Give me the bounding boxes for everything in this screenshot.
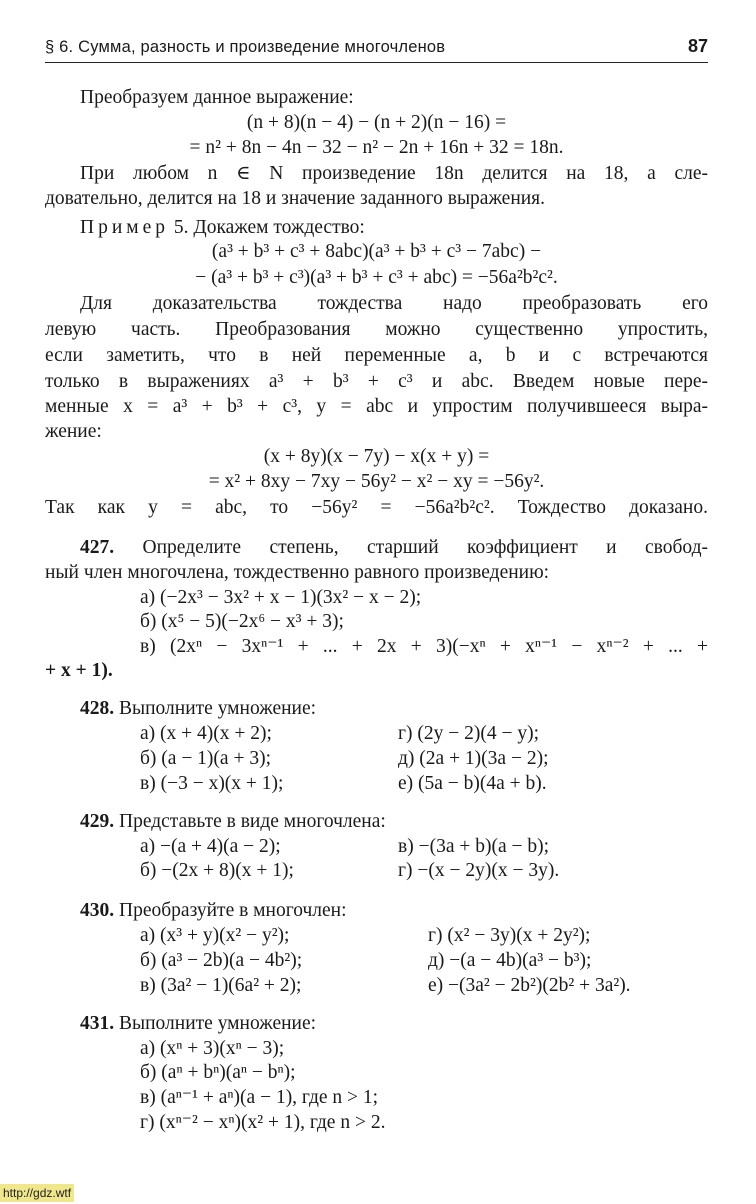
exercise-text: Выполните умножение: bbox=[114, 698, 317, 719]
exercise-429 bbox=[80, 810, 386, 834]
exercise-item: а) −(a + 4)(a − 2); bbox=[140, 836, 281, 857]
exercise-number: 430. bbox=[80, 900, 115, 921]
exercise-text: Представьте в виде многочлена: bbox=[114, 811, 386, 832]
text-line: При любом n ∈ N произведение 18n делится на 18, а сле- bbox=[80, 163, 708, 184]
text-line: менные x = a³ + b³ + c³, y = abc и упростим получившееся выра- bbox=[45, 396, 708, 417]
text-line: Для доказательства тождества надо преобразовать его bbox=[80, 293, 708, 314]
exercise-item-cont: + x + 1). bbox=[45, 660, 113, 681]
exercise-item: е) −(3a² − 2b²)(2b² + 3a²). bbox=[428, 975, 631, 996]
running-header bbox=[45, 36, 708, 63]
text-line: жение: bbox=[45, 421, 102, 442]
exercise-item: а) (x³ + y)(x² − y²); bbox=[140, 925, 290, 946]
exercise-number: 427. bbox=[80, 537, 115, 558]
exercise-item: б) (a³ − 2b)(a − 4b²); bbox=[140, 950, 303, 971]
exercise-item: б) −(2x + 8)(x + 1); bbox=[140, 860, 294, 881]
equation: = x² + 8xy − 7xy − 56y² − x² − xy = −56y². bbox=[208, 471, 545, 492]
text-line: Преобразуем данное выражение: bbox=[80, 87, 354, 108]
equation: (n + 8)(n − 4) − (n + 2)(n − 16) = bbox=[246, 112, 507, 133]
exercise-text: Выполните умножение: bbox=[114, 1013, 317, 1034]
example-label: Пример bbox=[80, 217, 170, 238]
example-heading bbox=[80, 216, 365, 240]
exercise-item: д) (2a + 1)(3a − 2); bbox=[398, 748, 549, 769]
exercise-item: б) (aⁿ + bⁿ)(aⁿ − bⁿ); bbox=[140, 1062, 296, 1083]
exercise-427 bbox=[80, 536, 708, 560]
exercise-text: Преобразуйте в многочлен: bbox=[114, 900, 347, 921]
text-line: Так как y = abc, то −56y² = −56a²b²c². Тождество доказано. bbox=[45, 497, 708, 518]
exercise-430 bbox=[80, 899, 347, 923]
text-line: если заметить, что в ней переменные a, b и c встречаются bbox=[45, 345, 708, 366]
page-number: 87 bbox=[687, 36, 708, 56]
exercise-number: 428. bbox=[80, 698, 115, 719]
equation: − (a³ + b³ + c³)(a³ + b³ + c³ + abc) = −56a²b²c². bbox=[195, 267, 558, 288]
exercise-number: 429. bbox=[80, 811, 115, 832]
exercise-item: г) (xⁿ⁻² − xⁿ)(x² + 1), где n > 2. bbox=[140, 1112, 386, 1133]
exercise-item: г) −(x − 2y)(x − 3y). bbox=[398, 860, 560, 881]
exercise-item: а) (x + 4)(x + 2); bbox=[140, 723, 272, 744]
example-title: 5. Докажем тождество: bbox=[169, 217, 365, 238]
exercise-item: в) −(3a + b)(a − b); bbox=[398, 836, 550, 857]
text-line: только в выражениях a³ + b³ + c³ и abc. Введем новые пере- bbox=[45, 371, 708, 392]
equation: (a³ + b³ + c³ + 8abc)(a³ + b³ + c³ − 7abc) − bbox=[211, 241, 542, 262]
exercise-item: г) (x² − 3y)(x + 2y²); bbox=[428, 925, 591, 946]
text-line: ный член многочлена, тождественно равного произведению: bbox=[45, 562, 550, 583]
exercise-text: Определите степень, старший коэффициент и свобод- bbox=[114, 537, 708, 558]
exercise-item: а) (−2x³ − 3x² + x − 1)(3x² − x − 2); bbox=[140, 587, 422, 608]
text-line: довательно, делится на 18 и значение заданного выражения. bbox=[45, 188, 546, 209]
exercise-item: в) (aⁿ⁻¹ + aⁿ)(a − 1), где n > 1; bbox=[140, 1087, 379, 1108]
section-title: § 6. Сумма, разность и произведение многочленов bbox=[45, 38, 446, 56]
text-line: левую часть. Преобразования можно существенно упростить, bbox=[45, 319, 708, 340]
exercise-item: е) (5a − b)(4a + b). bbox=[398, 773, 547, 794]
exercise-431 bbox=[80, 1012, 316, 1036]
exercise-item: б) (x⁵ − 5)(−2x⁶ − x³ + 3); bbox=[140, 611, 344, 632]
exercise-item: б) (a − 1)(a + 3); bbox=[140, 748, 271, 769]
exercise-item: в) (−3 − x)(x + 1); bbox=[140, 773, 284, 794]
exercise-item: в) (2xⁿ − 3xⁿ⁻¹ + ... + 2x + 3)(−xⁿ + xⁿ⁻¹ − xⁿ⁻² + ... + bbox=[140, 636, 708, 657]
exercise-item: г) (2y − 2)(4 − y); bbox=[398, 723, 540, 744]
equation: (x + 8y)(x − 7y) − x(x + y) = bbox=[263, 446, 490, 467]
exercise-number: 431. bbox=[80, 1013, 115, 1034]
watermark-link[interactable]: http://gdz.wtf bbox=[0, 1184, 74, 1202]
exercise-item: в) (3a² − 1)(6a² + 2); bbox=[140, 975, 302, 996]
exercise-item: д) −(a − 4b)(a³ − b³); bbox=[428, 950, 592, 971]
exercise-428 bbox=[80, 697, 316, 721]
equation: = n² + 8n − 4n − 32 − n² − 2n + 16n + 32 = 18n. bbox=[189, 137, 564, 158]
exercise-item: а) (xⁿ + 3)(xⁿ − 3); bbox=[140, 1038, 285, 1059]
